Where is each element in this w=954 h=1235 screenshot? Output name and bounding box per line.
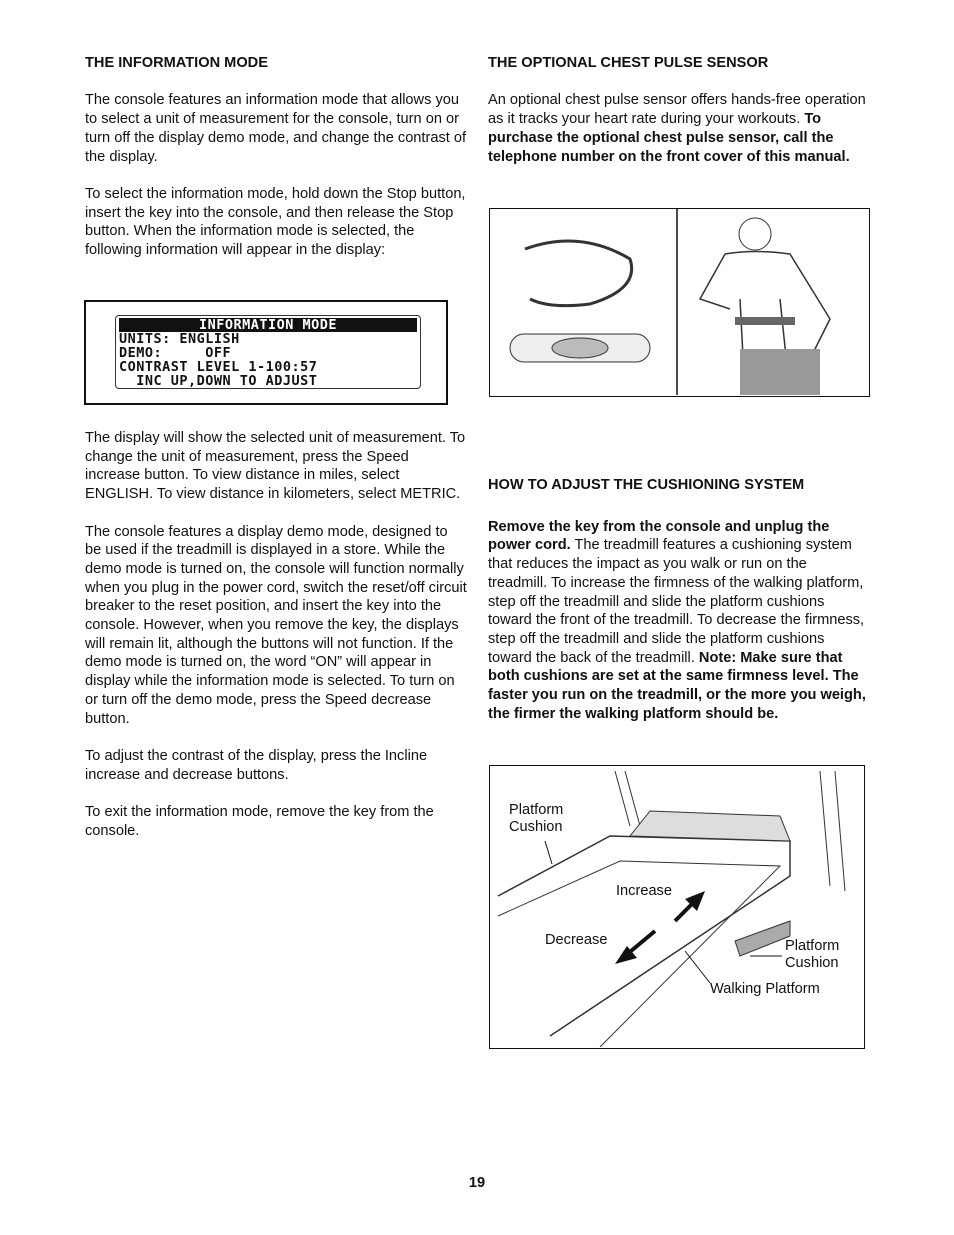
lcd-line: DEMO: OFF [119, 345, 232, 361]
chest-sensor-figure [489, 208, 870, 397]
bold-text: To purchase the optional chest pulse sensor, call the telephone number on the front cover of this manual. [488, 111, 850, 165]
text: An optional chest pulse sensor offers hands-free operation as it tracks your heart rate during your workouts. [488, 92, 866, 128]
display-figure [84, 300, 448, 405]
increase-label: Increase [616, 883, 672, 899]
text: The treadmill features a cushioning system that reduces the impact as you walk or run on the treadmill. To increase the firmness of the walking platform, step off the treadmill and slide the platform cushions toward the front of the treadmill. To decrease the firmness, step off the treadmill and slide the platform cushions toward the back of the treadmill. [488, 537, 865, 666]
lcd-line: INC UP,DOWN TO ADJUST [119, 373, 318, 389]
platform-cushion-label-right: Platform Cushion [785, 938, 840, 971]
paragraph: To adjust the contrast of the display, press the Incline increase and decrease buttons. [85, 747, 428, 783]
left-column [85, 54, 467, 260]
right-column-lower [488, 476, 868, 723]
information-mode-heading: THE INFORMATION MODE [85, 55, 268, 71]
paragraph: The display will show the selected unit of measurement. To change the unit of measurement, press the Speed increase button. To view distance in miles, select ENGLISH. To view distance in kilometers, select METRIC. [85, 430, 466, 503]
lcd-display [115, 315, 421, 389]
page-number: 19 [468, 1175, 486, 1191]
cushioning-figure [489, 765, 865, 1049]
right-column [488, 54, 868, 166]
cushioning-heading: HOW TO ADJUST THE CUSHIONING SYSTEM [488, 477, 805, 493]
lcd-line: CONTRAST LEVEL 1-100:57 [119, 359, 318, 375]
left-column-lower [85, 429, 467, 840]
decrease-label: Decrease [545, 932, 608, 948]
chest-sensor-heading: THE OPTIONAL CHEST PULSE SENSOR [488, 55, 769, 71]
lcd-line: UNITS: ENGLISH [119, 331, 240, 347]
paragraph [488, 518, 868, 724]
paragraph: To exit the information mode, remove the key from the console. [85, 804, 434, 839]
paragraph: The console features an information mode that allows you to select a unit of measurement for the console, turn on or turn off the display demo mode, and change the contrast of the display. [85, 92, 467, 165]
paragraph: To select the information mode, hold down the Stop button, insert the key into the console, and then release the Stop button. When the information mode is selected, the following information will appear in the display: [85, 185, 466, 258]
lcd-line: INFORMATION MODE [119, 318, 417, 332]
note-text: Note: Make sure that both cushions are set at the same firmness level. The faster you run on the treadmill, or the more you weigh, the firmer the walking platform should be. [488, 649, 866, 722]
paragraph [488, 91, 868, 166]
paragraph: The console features a display demo mode, designed to be used if the treadmill is displayed in a store. While the demo mode is turned on, the console will function normally when you plug in the power cord, switch the reset/off circuit breaker to the reset position, and insert the key into the console. However, when you remove the key, the displays will remain lit, although the buttons will not function. If the demo mode is turned on, the word “ON” will appear in display while the information mode is selected. To turn on or turn off the demo mode, press the Speed decrease button. [85, 523, 467, 727]
chest-strap-illustration [490, 209, 868, 395]
walking-platform-label: Walking Platform [710, 981, 820, 997]
bold-text: Remove the key from the console and unplug the power cord. [488, 518, 830, 554]
platform-cushion-label-left: Platform Cushion [509, 802, 564, 835]
